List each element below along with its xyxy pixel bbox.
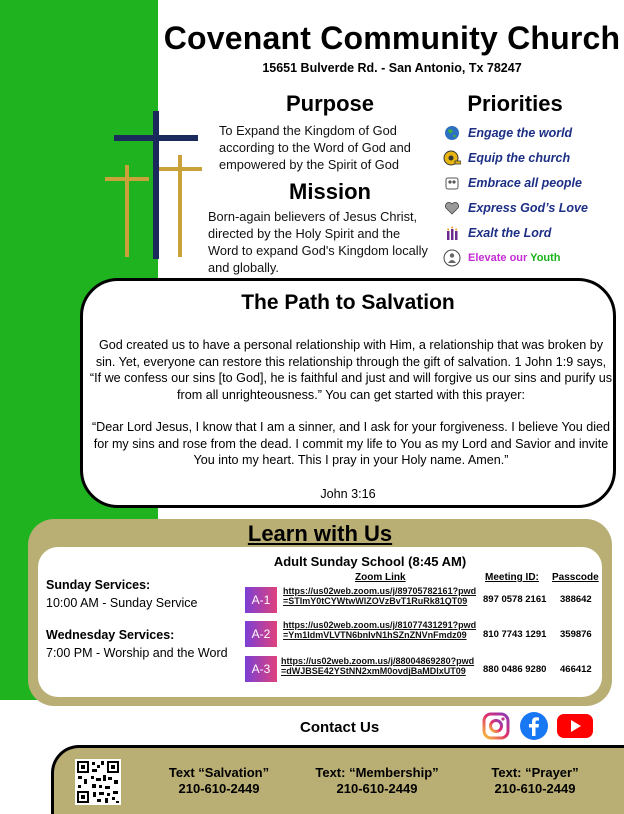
zoom-link[interactable]: https://us02web.zoom.us/j/81077431291?pwd=Ym1IdmVLVTN6bnIvN1hSZnZNVnFmdz09	[283, 620, 477, 641]
tape-measure-icon	[443, 149, 461, 167]
purpose-text: To Expand the Kingdom of God according to the Word of God and empowered by the Spirit of God	[219, 123, 411, 172]
text-salvation-label: Text “Salvation”	[168, 765, 270, 780]
wednesday-services-value: 7:00 PM - Worship and the Word	[46, 646, 228, 660]
salvation-title: The Path to Salvation	[241, 291, 455, 314]
qr-code-icon[interactable]	[75, 759, 121, 805]
passcode-column-header: Passcode	[552, 572, 599, 583]
priority-label: Engage the world	[468, 125, 573, 140]
meeting-id: 810 7743 1291	[483, 629, 547, 640]
text-prayer-label: Text: “Prayer”	[491, 765, 579, 780]
passcode: 388642	[560, 594, 592, 605]
text-salvation-number: 210-610-2449	[178, 781, 260, 796]
passcode: 359876	[560, 629, 592, 640]
wednesday-services-heading: Wednesday Services:	[46, 628, 175, 642]
text-membership-label: Text: “Membership”	[315, 765, 439, 780]
text-salvation	[144, 765, 294, 797]
meeting-id: 880 0486 9280	[483, 664, 547, 675]
text-prayer	[460, 765, 610, 797]
sunday-services-heading: Sunday Services:	[46, 578, 151, 592]
meeting-id-column-header: Meeting ID:	[485, 572, 539, 583]
heart-icon	[443, 199, 461, 217]
priority-youth-label	[468, 252, 561, 264]
sunday-services-value: 10:00 AM - Sunday Service	[46, 596, 198, 610]
priority-item	[443, 170, 623, 195]
embrace-icon	[443, 174, 461, 192]
salvation-paragraph: God created us to have a personal relationship with Him, a relationship that was broken by sin. Yet, everyone can restore this relationship through the gift of salvation. 1 John 1:9 says, “If we confess our sins [to God], he is faithful and just and will forgive us our sins and purify us from all unrighteousness.” You can get started with this prayer:	[89, 338, 613, 402]
text-membership-number: 210-610-2449	[336, 781, 418, 796]
priority-item	[443, 220, 623, 245]
sunday-school-heading: Adult Sunday School (8:45 AM)	[273, 554, 467, 569]
church-address: 15651 Bulverde Rd. - San Antonio, Tx 78247	[262, 61, 522, 75]
class-tag: A-1	[245, 587, 277, 613]
facebook-icon[interactable]	[519, 711, 549, 741]
priority-item	[443, 245, 623, 270]
salvation-panel	[80, 278, 616, 508]
youth-icon	[443, 249, 461, 267]
contact-us-label: Contact Us	[300, 719, 380, 736]
salvation-prayer: “Dear Lord Jesus, I know that I am a sinner, and I ask for your forgiveness. I believe You died for my sins and rose from the dead. I commit my life to You as my Lord and Savior and invite You into my heart. This I pray in your Holy name. Amen.”	[91, 420, 611, 467]
priority-item	[443, 120, 623, 145]
salvation-reference: John 3:16	[320, 487, 376, 501]
priority-label: Express God’s Love	[468, 200, 588, 215]
youth-label-part2: Youth	[530, 251, 561, 264]
learn-title: Learn with Us	[247, 521, 393, 546]
text-membership	[302, 765, 452, 797]
youtube-icon[interactable]	[556, 711, 594, 741]
meeting-id: 897 0578 2161	[483, 594, 547, 605]
zoom-link[interactable]: https://us02web.zoom.us/j/88004869280?pwd=dWJBSE42YStNN2xmM0ovdjBaMDlxUT09	[281, 656, 475, 677]
priorities-list	[443, 120, 623, 270]
priorities-heading: Priorities	[467, 91, 563, 116]
passcode: 466412	[560, 664, 592, 675]
priority-label: Equip the church	[468, 150, 571, 165]
class-tag: A-3	[245, 656, 277, 682]
priority-label: Embrace all people	[468, 175, 582, 190]
mission-text: Born-again believers of Jesus Christ, directed by the Holy Spirit and the Word to expand God's Kingdom locally and globally.	[208, 209, 428, 275]
priority-item	[443, 145, 623, 170]
instagram-icon[interactable]	[481, 711, 511, 741]
learn-panel	[28, 519, 612, 706]
crosses-icon	[100, 105, 210, 265]
zoom-link-column-header: Zoom Link	[355, 572, 406, 583]
text-prayer-number: 210-610-2449	[494, 781, 576, 796]
zoom-link[interactable]: https://us02web.zoom.us/j/89705782161?pwd=STImY0tCYWtwWlZOVzBvT1RuRk81QT09	[283, 586, 477, 607]
mission-heading: Mission	[289, 179, 371, 204]
youth-label-part1: Elevate our	[468, 251, 531, 264]
globe-icon	[443, 124, 461, 142]
priority-label: Exalt the Lord	[468, 225, 552, 240]
purpose-heading: Purpose	[285, 91, 375, 116]
class-tag: A-2	[245, 621, 277, 647]
church-name: Covenant Community Church	[163, 20, 621, 56]
priority-item	[443, 195, 623, 220]
candles-icon	[443, 224, 461, 242]
